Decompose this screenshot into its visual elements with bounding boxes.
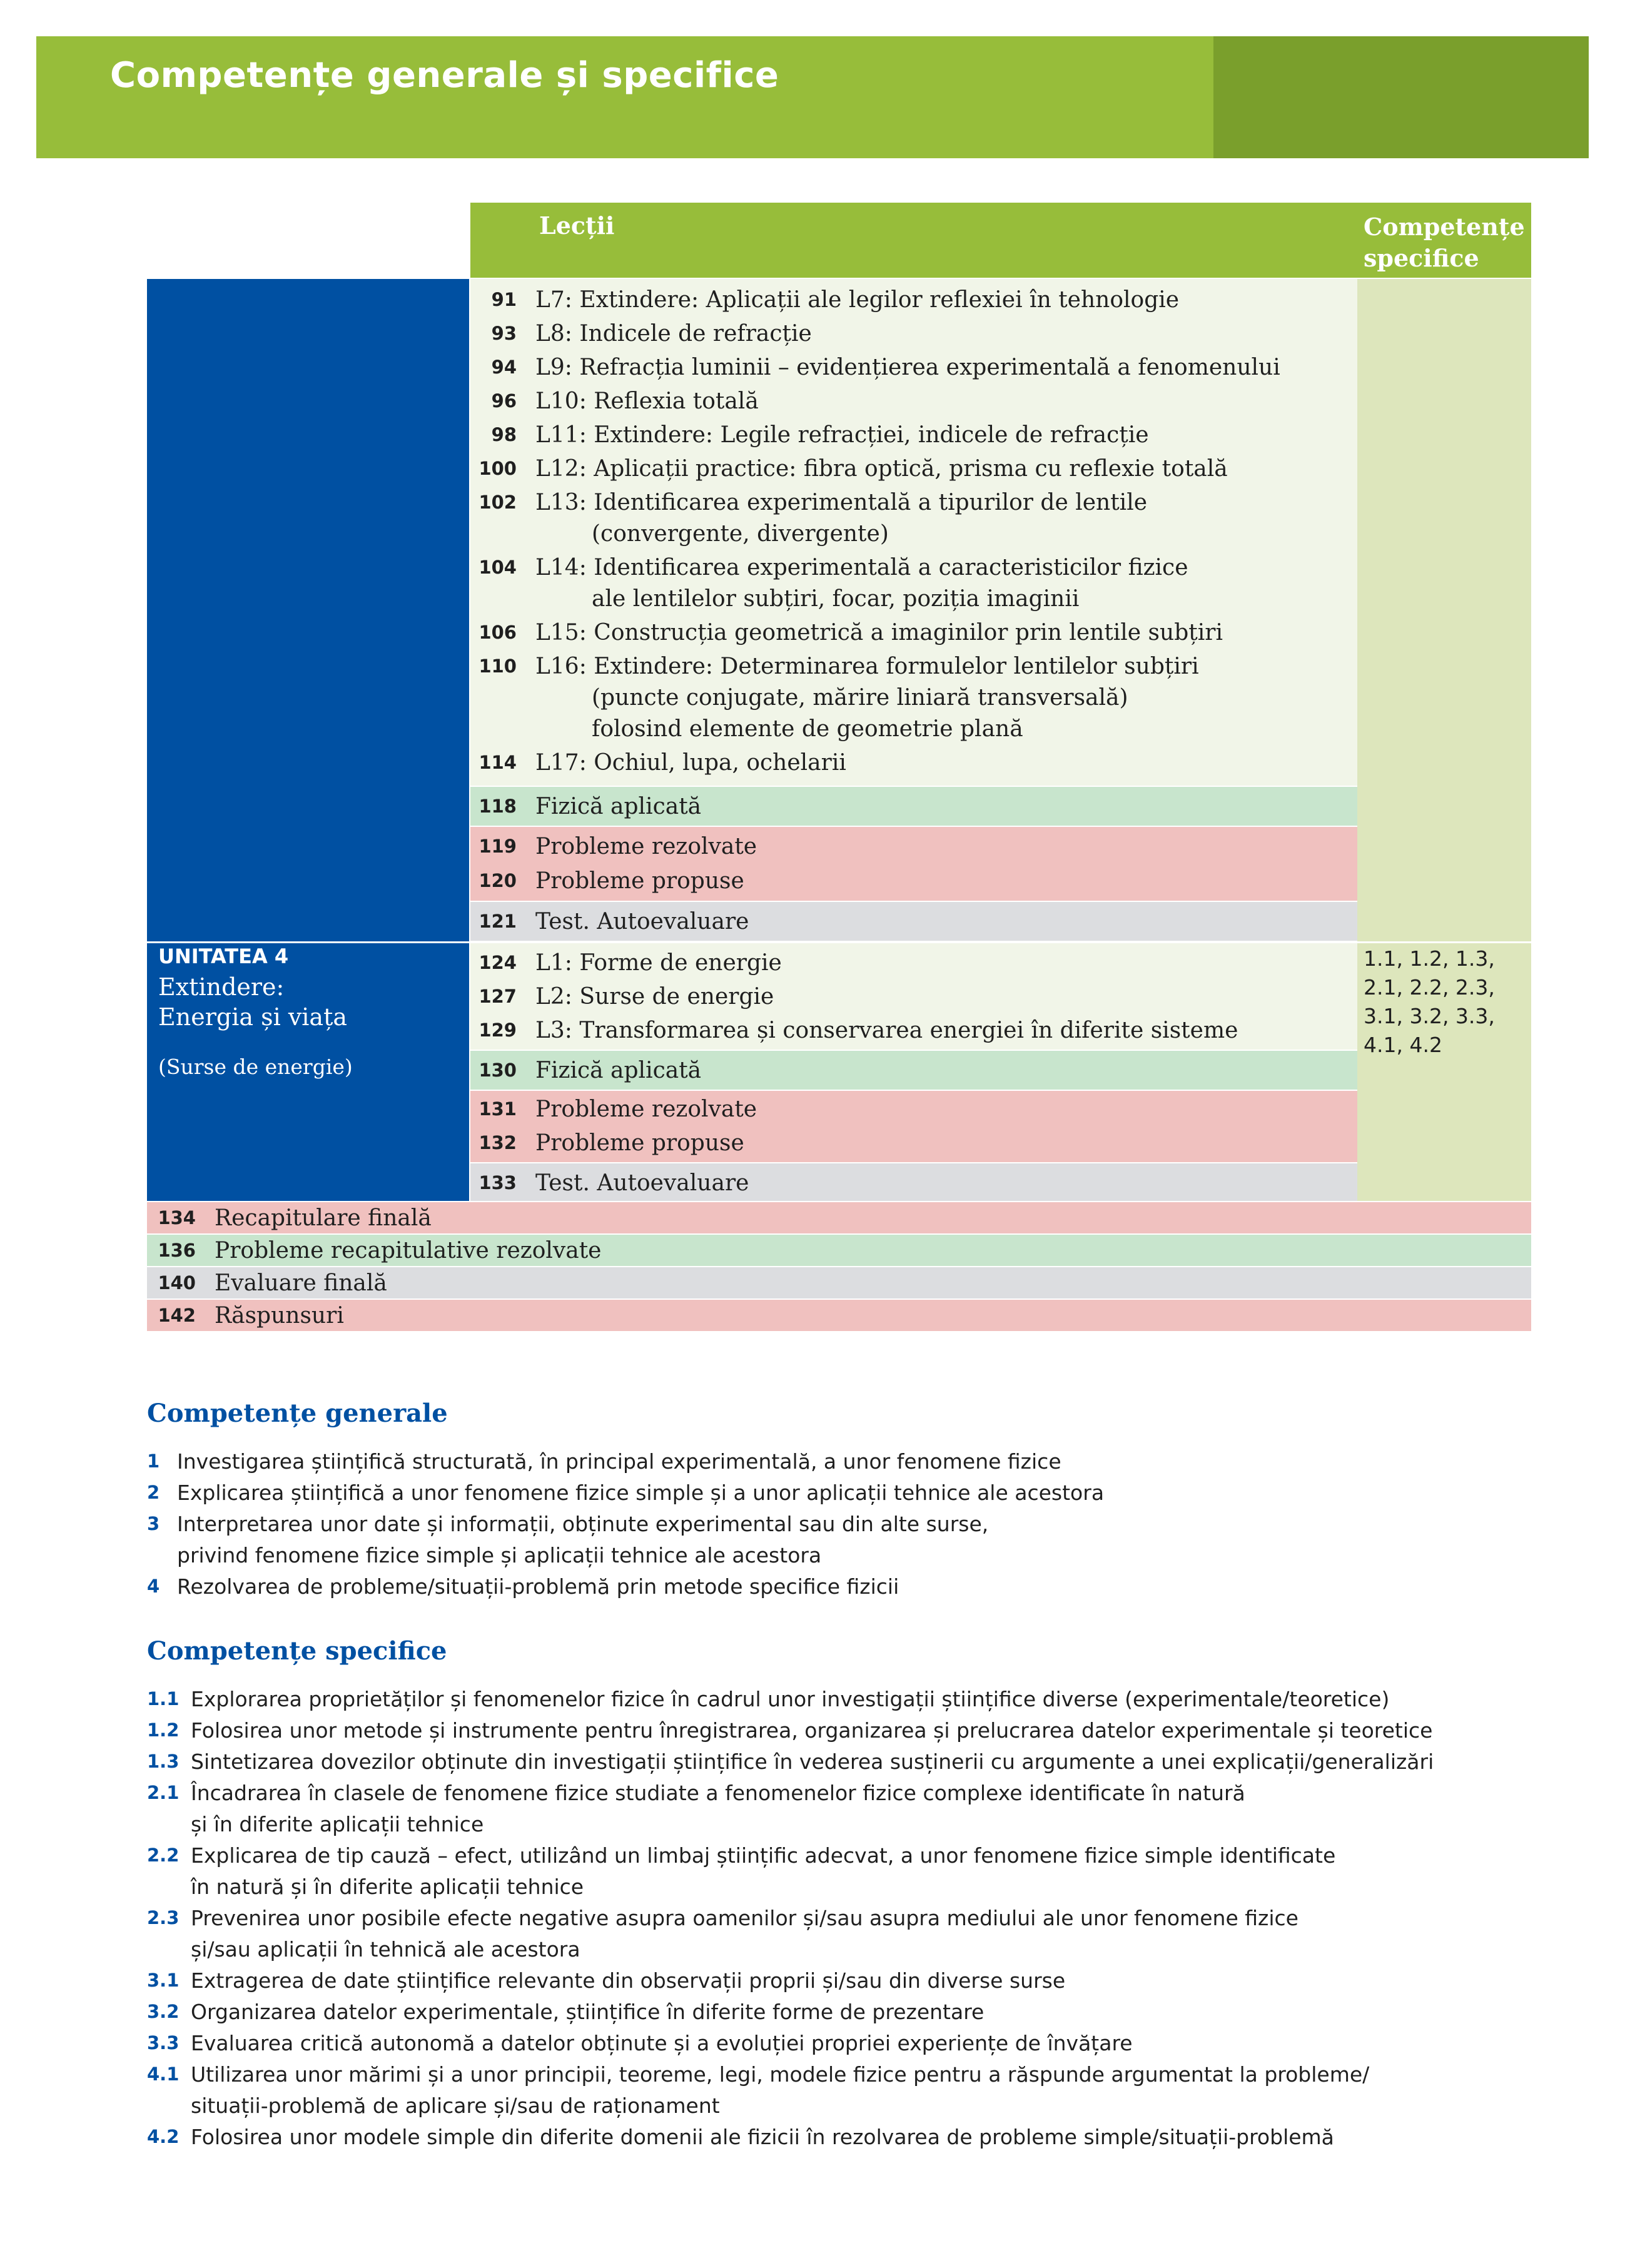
page-title: Competențe generale și specifice: [110, 55, 779, 96]
item-text: Sintetizarea dovezilor obținute din investigații științifice în vederea susținerii cu argumente a unei explicații/generalizări: [191, 1749, 1434, 1774]
list-item: [147, 1508, 988, 1539]
lesson-title: L13: Identificarea experimentală a tipurilor de lentile: [535, 489, 1148, 515]
unit3-applied-row: [470, 789, 1357, 823]
lesson-row: [470, 384, 1357, 418]
item-number: 3.3: [147, 2032, 180, 2053]
list-item: [147, 1571, 899, 1602]
item-text: privind fenomene fizice simple și aplicații tehnice ale acestora: [177, 1542, 822, 1567]
lesson-row: [470, 1013, 1357, 1047]
item-text: Extragerea de date științifice relevante din observații proprii și/sau din diverse surse: [191, 1968, 1066, 1993]
item-text: situații-problemă de aplicare și/sau de raționament: [191, 2093, 720, 2118]
unit4-title-line1: Extindere:: [158, 973, 285, 1001]
competence-codes-line: 3.1, 3.2, 3.3,: [1364, 1004, 1495, 1028]
lesson-title: Recapitulare finală: [215, 1205, 432, 1231]
final-row: [147, 1202, 1531, 1234]
item-number: 4.2: [147, 2126, 180, 2147]
lesson-title: Probleme propuse: [535, 868, 744, 894]
item-text: Utilizarea unor mărimi și a unor principii, teoreme, legi, modele fizice pentru a răspunde argumentat la probleme/: [191, 2062, 1370, 2087]
lesson-title: L16: Extindere: Determinarea formulelor lentilelor subțiri: [535, 653, 1199, 679]
list-item: [147, 1714, 1432, 1746]
lesson-title: Probleme propuse: [535, 1130, 744, 1156]
page-number: 130: [478, 1060, 517, 1081]
page-number: 98: [491, 424, 517, 445]
lesson-title: Răspunsuri: [215, 1302, 344, 1329]
item-text: Folosirea unor metode și instrumente pentru înregistrarea, organizarea și prelucrarea datelor experimentale și teoretice: [191, 1718, 1433, 1743]
lesson-title-continuation: (puncte conjugate, mărire liniară transversală): [592, 684, 1128, 711]
item-number: 3.2: [147, 2001, 180, 2022]
list-item: [147, 1777, 1245, 1808]
lesson-title: L17: Ochiul, lupa, ochelarii: [535, 749, 846, 776]
item-text: Explicarea științifică a unor fenomene fizice simple și a unor aplicații tehnice ale acestora: [177, 1480, 1105, 1505]
item-number: 3: [147, 1513, 160, 1534]
specific-competences-title: Competențe specifice: [147, 1636, 447, 1666]
page-number: 106: [478, 622, 517, 643]
page-number: 118: [478, 796, 517, 817]
item-number: 2: [147, 1482, 160, 1503]
page-number: 127: [478, 986, 517, 1007]
item-text-continuation: [147, 1808, 483, 1840]
page-number: 119: [478, 836, 517, 857]
unit4-subtitle: (Surse de energie): [158, 1055, 353, 1079]
lesson-title-continuation: ale lentilelor subțiri, focar, poziția imaginii: [592, 585, 1080, 612]
lesson-row: [470, 485, 1357, 519]
page-number: 120: [478, 870, 517, 891]
final-row: [147, 1267, 1531, 1299]
item-number: 2.2: [147, 1845, 180, 1866]
header-accent: [1213, 36, 1589, 158]
page-number: 110: [478, 656, 517, 677]
lesson-title: L10: Reflexia totală: [535, 388, 759, 414]
lesson-title: L1: Forme de energie: [535, 949, 782, 976]
lesson-title: Evaluare finală: [215, 1270, 387, 1296]
unit4-test-row: [470, 1166, 1357, 1200]
item-text: și/sau aplicații în tehnică ale acestora: [191, 1936, 580, 1962]
lesson-title: L8: Indicele de refracție: [535, 320, 812, 347]
page-number: 102: [478, 492, 517, 513]
lesson-row: [470, 946, 1357, 980]
item-number: 1.2: [147, 1719, 180, 1741]
lesson-row: [470, 615, 1357, 649]
list-item: [147, 1965, 1065, 1996]
page-number: 129: [478, 1020, 517, 1041]
item-text-continuation: [147, 1539, 821, 1571]
lesson-row: [470, 452, 1357, 485]
page-number: 142: [158, 1305, 196, 1326]
item-text: Interpretarea unor date și informații, obținute experimental sau din alte surse,: [177, 1511, 989, 1536]
lesson-title: Fizică aplicată: [535, 793, 702, 819]
lesson-row: [470, 649, 1357, 683]
competences-divider: [1357, 941, 1531, 943]
final-row: [147, 1299, 1531, 1332]
unit3-test-row: [470, 904, 1357, 938]
lesson-title: L7: Extindere: Aplicații ale legilor reflexiei în tehnologie: [535, 286, 1180, 313]
lesson-row: [470, 418, 1357, 452]
list-item: [147, 2027, 1133, 2058]
item-text: Organizarea datelor experimentale, științifice în diferite forme de prezentare: [191, 1999, 985, 2024]
lesson-title: L9: Refracția luminii – evidențierea experimentală a fenomenului: [535, 354, 1280, 380]
item-text: Investigarea științifică structurată, în principal experimentală, a unor fenomene fizice: [177, 1449, 1061, 1474]
unit-divider: [147, 941, 469, 943]
item-text: în natură și în diferite aplicații tehnice: [191, 1874, 584, 1899]
lesson-title: Probleme rezolvate: [535, 1096, 757, 1122]
page-number: 121: [478, 911, 517, 932]
page-number: 91: [491, 289, 517, 310]
lesson-title: L2: Surse de energie: [535, 983, 774, 1010]
list-item: [147, 1840, 1335, 1871]
item-text: și în diferite aplicații tehnice: [191, 1811, 484, 1836]
unit4-proposed-row: [470, 1126, 1357, 1160]
item-number: 3.1: [147, 1970, 180, 1991]
page-number: 134: [158, 1207, 196, 1228]
item-number: 1.1: [147, 1688, 180, 1709]
lesson-title: L12: Aplicații practice: fibra optică, prisma cu reflexie totală: [535, 455, 1228, 482]
lesson-title: Fizică aplicată: [535, 1057, 702, 1083]
lesson-row: [470, 980, 1357, 1013]
list-item: [147, 1902, 1298, 1933]
unit3-proposed-row: [470, 864, 1357, 898]
page-number: 100: [478, 458, 517, 479]
item-text: Rezolvarea de probleme/situații-problemă prin metode specifice fizicii: [177, 1574, 899, 1599]
page-number: 133: [478, 1172, 517, 1193]
lesson-title-continuation: (convergente, divergente): [592, 520, 889, 547]
item-text: Folosirea unor modele simple din diferite domenii ale fizicii în rezolvarea de probleme simple/situații-problemă: [191, 2124, 1334, 2149]
unit4-solved-row: [470, 1092, 1357, 1126]
item-number: 1: [147, 1450, 160, 1472]
item-text: Încadrarea în clasele de fenomene fizice studiate a fenomenelor fizice complexe identificate în natură: [191, 1780, 1245, 1805]
unit4-label: UNITATEA 4: [158, 944, 289, 968]
page-number: 96: [491, 390, 517, 412]
lesson-title-continuation: folosind elemente de geometrie plană: [592, 716, 1023, 742]
page-number: 132: [478, 1132, 517, 1153]
page-number: 131: [478, 1098, 517, 1120]
item-number: 4: [147, 1576, 160, 1597]
competence-codes-line: 2.1, 2.2, 2.3,: [1364, 975, 1495, 1000]
page-number: 114: [478, 752, 517, 773]
lesson-title: L11: Extindere: Legile refracției, indicele de refracție: [535, 422, 1149, 448]
list-item: [147, 2058, 1369, 2090]
list-item: [147, 1445, 1061, 1477]
lesson-title: Test. Autoevaluare: [535, 1170, 749, 1196]
lesson-title: L3: Transformarea și conservarea energiei în diferite sisteme: [535, 1017, 1238, 1043]
lesson-title: Probleme rezolvate: [535, 833, 757, 859]
item-number: 4.1: [147, 2063, 180, 2085]
competences-header-label: Competențe specifice: [1364, 213, 1525, 272]
general-competences-title: Competențe generale: [147, 1399, 448, 1428]
lesson-title: Test. Autoevaluare: [535, 908, 749, 934]
page-number: 94: [491, 357, 517, 378]
lesson-row: [470, 283, 1357, 316]
unit4-applied-row: [470, 1053, 1357, 1087]
page-number: 93: [491, 323, 517, 344]
item-text: Explicarea de tip cauză – efect, utilizând un limbaj științific adecvat, a unor fenomene fizice simple identificate: [191, 1843, 1336, 1868]
page-number: 104: [478, 557, 517, 578]
item-text-continuation: [147, 2090, 720, 2121]
list-item: [147, 1746, 1434, 1777]
final-row: [147, 1234, 1531, 1267]
lesson-row: [470, 746, 1357, 779]
list-item: [147, 1996, 984, 2027]
unit3-solved-row: [470, 829, 1357, 863]
item-text-continuation: [147, 1871, 584, 1902]
competences-column: [1357, 279, 1531, 1201]
item-number: 2.3: [147, 1907, 180, 1928]
page-number: 140: [158, 1272, 196, 1293]
item-number: 1.3: [147, 1751, 180, 1772]
lesson-row: [470, 316, 1357, 350]
lesson-row: [470, 350, 1357, 384]
item-text: Explorarea proprietăților și fenomenelor fizice în cadrul unor investigații științifice diverse (experimentale/teoretice): [191, 1686, 1390, 1711]
item-text-continuation: [147, 1933, 580, 1965]
page-number: 136: [158, 1240, 196, 1261]
lesson-row: [470, 550, 1357, 584]
list-item: [147, 1683, 1389, 1714]
lesson-title: L15: Construcția geometrică a imaginilor prin lentile subțiri: [535, 619, 1223, 645]
lesson-title: L14: Identificarea experimentală a caracteristicilor fizice: [535, 554, 1188, 580]
item-number: 2.1: [147, 1782, 180, 1803]
competence-codes-line: 1.1, 1.2, 1.3,: [1364, 946, 1495, 971]
item-text: Prevenirea unor posibile efecte negative asupra oamenilor și/sau asupra mediului ale unor fenomene fizice: [191, 1905, 1298, 1930]
item-text: Evaluarea critică autonomă a datelor obținute și a evoluției propriei experiențe de învățare: [191, 2030, 1133, 2055]
list-item: [147, 1477, 1104, 1508]
competence-codes-line: 4.1, 4.2: [1364, 1033, 1442, 1057]
page-number: 124: [478, 952, 517, 973]
unit4-title-line2: Energia și viața: [158, 1003, 348, 1031]
list-item: [147, 2121, 1334, 2152]
lessons-header-label: Lecții: [539, 211, 615, 240]
lesson-title: Probleme recapitulative rezolvate: [215, 1237, 602, 1263]
